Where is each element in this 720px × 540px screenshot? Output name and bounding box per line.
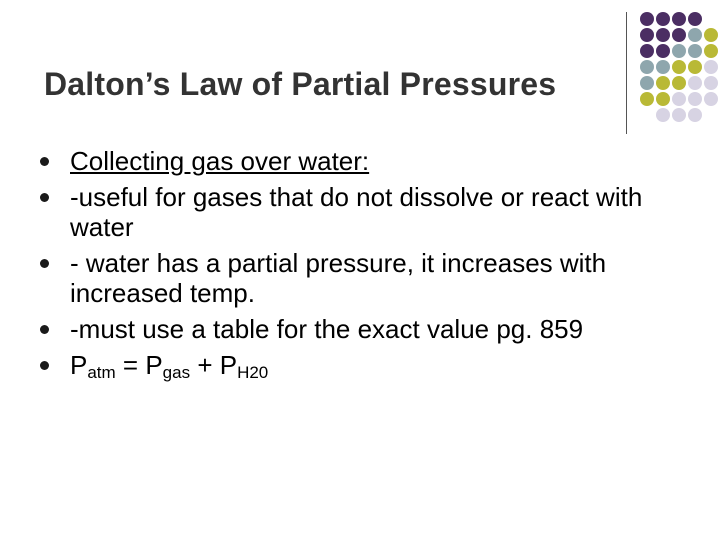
- bullet-dot-icon: [40, 325, 49, 334]
- dot: [704, 92, 718, 106]
- bullet-dot-icon: [40, 157, 49, 166]
- bullet-text: - water has a partial pressure, it increases with increased temp.: [70, 248, 607, 308]
- dot: [640, 12, 654, 26]
- eq-sub-h20: H20: [237, 363, 269, 382]
- bullet-dot-icon: [40, 259, 49, 268]
- dot: [704, 28, 718, 42]
- bullet-dot-icon: [40, 193, 49, 202]
- dot: [656, 12, 670, 26]
- dot: [656, 44, 670, 58]
- dot: [688, 92, 702, 106]
- bullet-item: [40, 314, 700, 344]
- dot: [688, 108, 702, 122]
- dot: [688, 28, 702, 42]
- dot: [704, 60, 718, 74]
- dot: [704, 44, 718, 58]
- equation: [70, 350, 268, 380]
- dot: [640, 76, 654, 90]
- bullet-text: -must use a table for the exact value pg. 859: [70, 314, 584, 344]
- dot: [656, 28, 670, 42]
- eq-p-h20: P: [219, 350, 238, 380]
- eq-sub-gas: gas: [162, 363, 191, 382]
- slide-title: Dalton’s Law of Partial Pressures: [44, 66, 557, 102]
- dot: [672, 76, 686, 90]
- dot: [704, 76, 718, 90]
- dot: [656, 92, 670, 106]
- dot: [672, 92, 686, 106]
- dot: [688, 60, 702, 74]
- bullet-item-equation: [40, 350, 700, 380]
- bullet-dot-icon: [40, 361, 49, 370]
- bullet-item: [40, 182, 700, 242]
- bullet-item: [40, 248, 700, 308]
- bullet-item: [40, 146, 700, 176]
- dot: [656, 76, 670, 90]
- eq-sub-atm: atm: [87, 363, 116, 382]
- dot: [640, 92, 654, 106]
- eq-plus: +: [190, 350, 220, 380]
- eq-p-gas: P: [145, 350, 163, 380]
- bullet-heading: Collecting gas over water:: [70, 146, 370, 176]
- dot: [688, 44, 702, 58]
- dot: [672, 60, 686, 74]
- dot: [672, 28, 686, 42]
- bullet-list: [40, 146, 700, 386]
- dot: [656, 108, 670, 122]
- dot: [672, 44, 686, 58]
- dot: [672, 108, 686, 122]
- dot: [640, 28, 654, 42]
- dot: [688, 76, 702, 90]
- dot: [640, 60, 654, 74]
- eq-equals: =: [115, 350, 146, 380]
- eq-p-atm: P: [70, 350, 88, 380]
- dot: [672, 12, 686, 26]
- dot: [656, 60, 670, 74]
- title-divider-line: [626, 12, 627, 134]
- dot: [640, 44, 654, 58]
- bullet-text: -useful for gases that do not dissolve or react with water: [70, 182, 643, 242]
- dot: [688, 12, 702, 26]
